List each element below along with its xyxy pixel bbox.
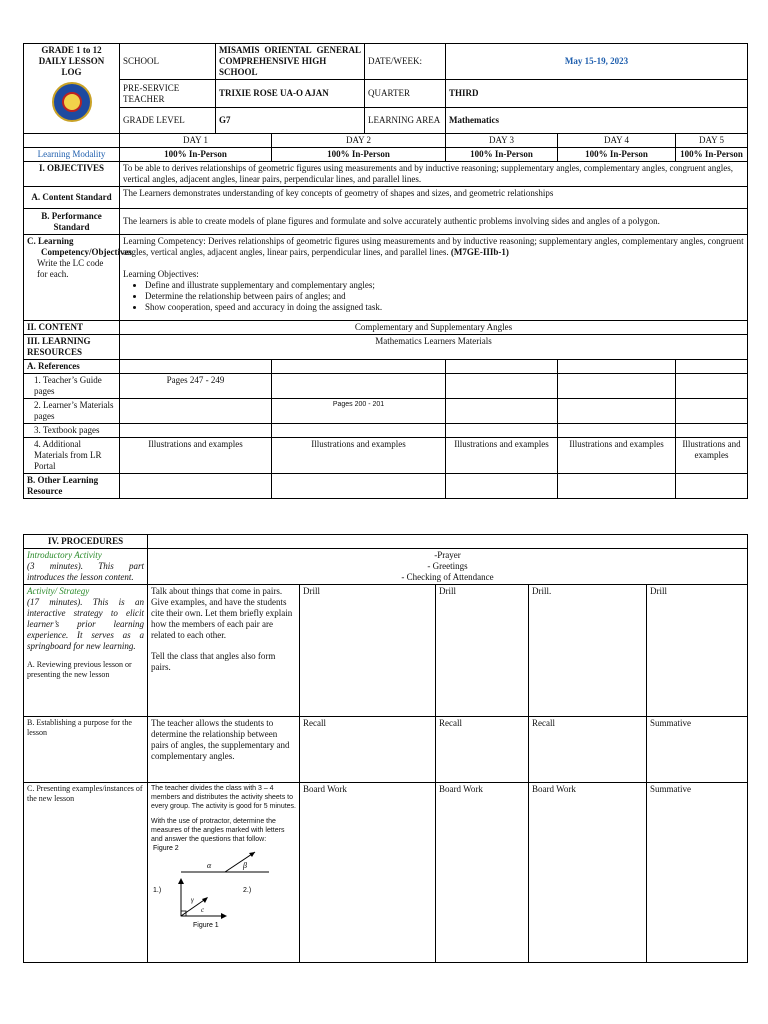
blank-cell <box>24 134 120 148</box>
empty-cell <box>446 424 558 438</box>
purpose-day-3: Recall <box>436 717 529 783</box>
purpose-day-5: Summative <box>647 717 748 783</box>
school-label: SCHOOL <box>120 44 216 80</box>
empty-cell <box>558 374 676 399</box>
intro-line-greetings: - Greetings <box>427 561 468 571</box>
references-label: A. References <box>24 360 120 374</box>
presenting-day-2: Board Work <box>300 783 436 963</box>
presenting-day-5: Summative <box>647 783 748 963</box>
presenting-label: C. Presenting examples/instances of the new lesson <box>24 783 148 963</box>
intro-activity-label <box>24 549 148 585</box>
empty-cell <box>676 424 748 438</box>
additional-day-5: Illustrations and examples <box>676 438 748 474</box>
presenting-day-4: Board Work <box>529 783 647 963</box>
additional-day-4: Illustrations and examples <box>558 438 676 474</box>
activity-strategy-label <box>24 585 148 717</box>
presenting-day-3: Board Work <box>436 783 529 963</box>
day-2-header: DAY 2 <box>272 134 446 148</box>
day-1-header: DAY 1 <box>120 134 272 148</box>
activity-day-1-p1: Talk about things that come in pairs. Give examples, and have the students cite their own. Let them briefly explain how the members of each pair are related to each other. <box>151 586 293 640</box>
performance-standard-label: B. Performance Standard <box>24 209 120 235</box>
gamma-label: γ <box>191 896 194 904</box>
empty-cell <box>120 399 272 424</box>
modality-day-1: 100% In-Person <box>120 148 272 162</box>
date-value: May 15-19, 2023 <box>446 44 748 80</box>
purpose-day-4: Recall <box>529 717 647 783</box>
modality-day-4: 100% In-Person <box>558 148 676 162</box>
competency-label-line2: Competency/Objectives <box>41 247 132 257</box>
modality-day-3: 100% In-Person <box>446 148 558 162</box>
intro-activity-content <box>148 549 748 585</box>
competency-label <box>24 235 132 321</box>
objectives-label: I. OBJECTIVES <box>24 162 120 187</box>
item-2-label: 2.) <box>243 887 252 894</box>
intro-activity-title: Introductory Activity <box>27 550 102 560</box>
modality-day-5: 100% In-Person <box>676 148 748 162</box>
content-standard-label: A. Content Standard <box>24 187 120 209</box>
resources-text: Mathematics Learners Materials <box>120 335 748 360</box>
empty-cell <box>676 474 748 499</box>
arrow-head-icon <box>221 913 227 919</box>
list-item: • Define and illustrate supplementary and complementary angles; <box>145 280 744 291</box>
quarter-value: THIRD <box>446 80 748 108</box>
alpha-label: α <box>207 861 212 870</box>
empty-cell <box>272 360 446 374</box>
school-line-2: COMPREHENSIVE HIGH SCHOOL <box>219 56 327 77</box>
day-5-header: DAY 5 <box>676 134 748 148</box>
intro-line-prayer: -Prayer <box>434 550 461 560</box>
content-standard-text: The Learners demonstrates understanding of key concepts of geometry of shapes and sizes, and geometric relationships <box>120 187 748 209</box>
teacher-value: TRIXIE ROSE UA-O AJAN <box>216 80 365 108</box>
arrow-head-icon <box>202 897 208 903</box>
figure-1-label: Figure 1 <box>193 922 219 929</box>
log-title-cell <box>24 44 120 134</box>
empty-cell <box>120 474 272 499</box>
empty-cell <box>558 424 676 438</box>
date-label: DATE/WEEK: <box>365 44 446 80</box>
lesson-log-table <box>23 43 748 499</box>
purpose-day-1: The teacher allows the students to determine the relationship between pairs of angles, the supplementary and complementary angles. <box>148 717 300 783</box>
list-item: • Show cooperation, speed and accuracy in doing the assigned task. <box>145 302 744 313</box>
log-title-line2: DAILY LESSON <box>38 56 105 66</box>
c-label: c <box>201 906 205 914</box>
school-word-3: GENERAL <box>316 45 361 55</box>
teachers-guide-day-1: Pages 247 - 249 <box>120 374 272 399</box>
empty-cell <box>558 360 676 374</box>
activity-day-3: Drill <box>436 585 529 717</box>
empty-cell <box>446 374 558 399</box>
competency-label-line1: C. Learning <box>27 236 74 246</box>
activity-strategy-title: Activity/ Strategy <box>27 586 90 596</box>
activity-day-2: Drill <box>300 585 436 717</box>
additional-day-3: Illustrations and examples <box>446 438 558 474</box>
teacher-label: PRE-SERVICE TEACHER <box>120 80 216 108</box>
content-text: Complementary and Supplementary Angles <box>120 321 748 335</box>
modality-day-2: 100% In-Person <box>272 148 446 162</box>
empty-cell <box>120 424 272 438</box>
procedures-label: IV. PROCEDURES <box>24 535 148 549</box>
item-1-label: 1.) <box>153 887 162 894</box>
day-3-header: DAY 3 <box>446 134 558 148</box>
presenting-day-1 <box>148 783 300 963</box>
angle-figures-diagram <box>151 844 295 930</box>
grade-label: GRADE LEVEL <box>120 108 216 134</box>
arrow-head-icon <box>178 878 184 884</box>
learning-objectives-title: Learning Objectives: <box>123 269 199 279</box>
empty-cell <box>272 474 446 499</box>
learners-materials-label: 2. Learner’s Materials pages <box>24 399 120 424</box>
log-title-line3: LOG <box>61 67 82 77</box>
day-4-header: DAY 4 <box>558 134 676 148</box>
activity-day-5: Drill <box>647 585 748 717</box>
area-value: Mathematics <box>446 108 748 134</box>
grade-value: G7 <box>216 108 365 134</box>
activity-day-4: Drill. <box>529 585 647 717</box>
purpose-day-2: Recall <box>300 717 436 783</box>
beta-label: β <box>243 861 247 870</box>
intro-line-attendance: - Checking of Attendance <box>401 572 494 582</box>
competency-label-line3: Write the LC code for each. <box>37 258 104 279</box>
presenting-p1: The teacher divides the class with 3 – 4 members and distributes the activity sheets to every group. The activity is good for 5 minutes. <box>151 785 296 810</box>
empty-cell <box>120 360 272 374</box>
modality-label: Learning Modality <box>24 148 120 162</box>
school-value <box>216 44 365 80</box>
arrow-head-icon <box>249 852 255 857</box>
presenting-p2: With the use of protractor, determine the measures of the angles marked with letters and answer the questions that follow: <box>151 818 285 843</box>
purpose-label: B. Establishing a purpose for the lesson <box>24 717 148 783</box>
empty-cell <box>446 474 558 499</box>
area-label: LEARNING AREA <box>365 108 446 134</box>
content-label: II. CONTENT <box>24 321 120 335</box>
empty-cell <box>272 424 446 438</box>
school-word-2: ORIENTAL <box>264 45 312 55</box>
performance-standard-text: The learners is able to create models of plane figures and formulate and solve accurately authentic problems involving sides and angles of a polygon. <box>120 209 748 235</box>
empty-cell <box>558 399 676 424</box>
objectives-text: To be able to derives relationships of geometric figures using measurements and by inductive reasoning; supplementary angles, complementary angles, congruent angles, vertical angles, adjacent angles, linear pairs, perpendicular lines, and parallel lines. <box>120 162 748 187</box>
figure-2-label: Figure 2 <box>153 845 179 852</box>
deped-seal-logo <box>52 82 92 122</box>
empty-cell <box>676 399 748 424</box>
competency-code: (M7GE-IIIb-1) <box>450 247 509 257</box>
empty-cell <box>676 360 748 374</box>
activity-day-1 <box>148 585 300 717</box>
procedures-table <box>23 534 748 963</box>
textbook-label: 3. Textbook pages <box>24 424 120 438</box>
competency-text <box>120 235 748 321</box>
activity-sub-label: A. Reviewing previous lesson or presenting the new lesson <box>27 660 132 679</box>
additional-day-2: Illustrations and examples <box>272 438 446 474</box>
empty-cell <box>446 399 558 424</box>
additional-day-1: Illustrations and examples <box>120 438 272 474</box>
empty-cell <box>148 535 748 549</box>
additional-materials-label: 4. Additional Materials from LR Portal <box>24 438 120 474</box>
intro-activity-desc: (3 minutes). This part introduces the lesson content. <box>27 561 144 582</box>
teachers-guide-label: 1. Teacher’s Guide pages <box>24 374 120 399</box>
list-item: • Determine the relationship between pairs of angles; and <box>145 291 744 302</box>
learning-objectives-list <box>123 280 744 313</box>
resources-label: III. LEARNING RESOURCES <box>24 335 120 360</box>
log-title-line1: GRADE 1 to 12 <box>41 45 102 55</box>
empty-cell <box>446 360 558 374</box>
activity-strategy-desc: (17 minutes). This is an interactive strategy to elicit learner’s prior learning experience. It serves as a springboard for new learning. <box>27 597 144 651</box>
empty-cell <box>272 374 446 399</box>
empty-cell <box>676 374 748 399</box>
activity-day-1-p2: Tell the class that angles also form pairs. <box>151 651 276 672</box>
learners-materials-day-2: Pages 200 - 201 <box>272 399 446 424</box>
competency-statement: Learning Competency: Derives relationships of geometric figures using measurements and by inductive reasoning; supplementary angles, complementary angles, congruent angles, vertical angles, adjacent angles, linear pairs, perpendicular lines, and parallel lines. <box>123 236 744 257</box>
quarter-label: QUARTER <box>365 80 446 108</box>
school-word-1: MISAMIS <box>219 45 260 55</box>
empty-cell <box>558 474 676 499</box>
other-resources-label: B. Other Learning Resource <box>24 474 120 499</box>
